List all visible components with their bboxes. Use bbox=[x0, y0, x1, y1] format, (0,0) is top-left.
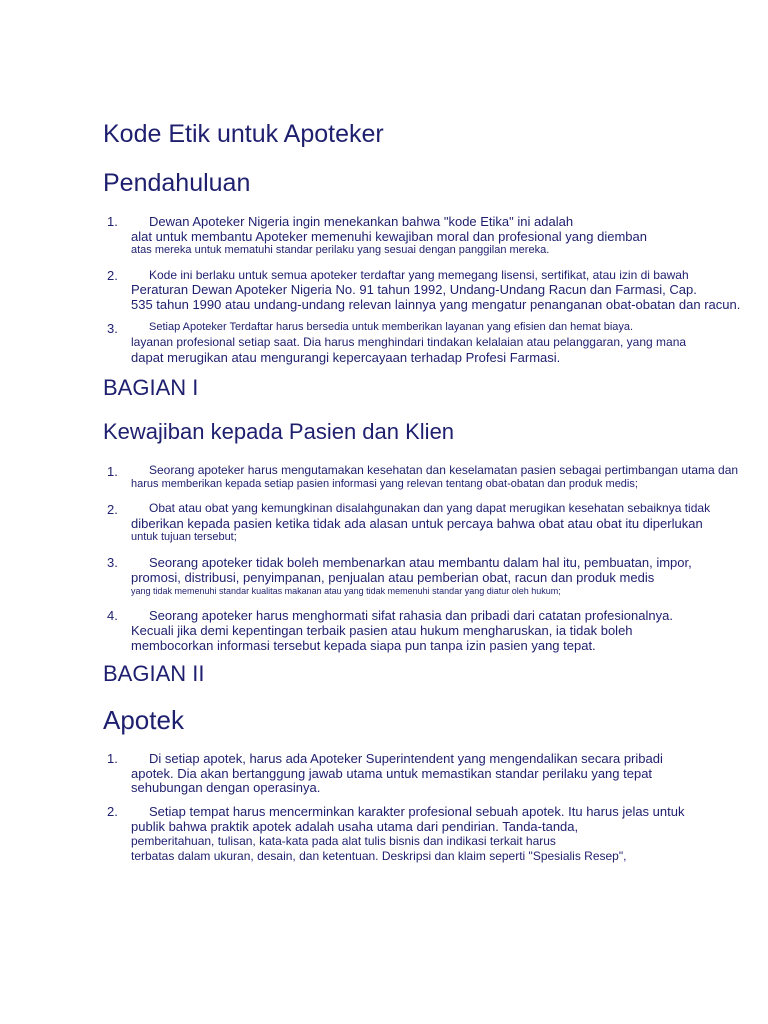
list-item-line: membocorkan informasi tersebut kepada siapa pun tanpa izin pasien yang tepat. bbox=[131, 638, 596, 653]
list-item-line: Peraturan Dewan Apoteker Nigeria No. 91 tahun 1992, Undang-Undang Racun dan Farmasi, Cap. bbox=[131, 282, 697, 297]
list-item-line: apotek. Dia akan bertanggung jawab utama untuk memastikan standar perilaku yang tepat bbox=[131, 766, 653, 781]
document-title: Kode Etik untuk Apoteker bbox=[103, 120, 384, 148]
list-item-line: Setiap Apoteker Terdaftar harus bersedia untuk memberikan layanan yang efisien dan hemat biaya. bbox=[149, 321, 634, 333]
list-item-line: promosi, distribusi, penyimpanan, penjualan atau pemberian obat, racun dan produk medis bbox=[131, 570, 655, 585]
list-item-line: atas mereka untuk mematuhi standar perilaku yang sesuai dengan panggilan mereka. bbox=[131, 244, 550, 256]
list-item-line: sehubungan dengan operasinya. bbox=[131, 780, 321, 795]
list-item-line: Kecuali jika demi kepentingan terbaik pasien atau hukum mengharuskan, ia tidak boleh bbox=[131, 623, 633, 638]
list-item-line: layanan profesional setiap saat. Dia harus menghindari tindakan kelalaian atau pelanggaran, yang mana bbox=[131, 335, 687, 349]
list-item-line: untuk tujuan tersebut; bbox=[131, 531, 237, 543]
list-item-line: diberikan kepada pasien ketika tidak ada alasan untuk percaya bahwa obat atau obat itu diperlukan bbox=[131, 516, 703, 531]
list-item-line: Obat atau obat yang kemungkinan disalahgunakan dan yang dapat merugikan kesehatan sebaiknya tidak bbox=[149, 501, 711, 515]
list-item-line: Seorang apoteker harus menghormati sifat rahasia dan pribadi dari catatan profesionalnya. bbox=[149, 608, 673, 623]
section-heading-part1: Kewajiban kepada Pasien dan Klien bbox=[103, 419, 455, 444]
part-label-1: BAGIAN I bbox=[103, 375, 199, 400]
list-number: 2. bbox=[107, 804, 118, 819]
section-heading-intro: Pendahuluan bbox=[103, 169, 251, 197]
list-item-line: 535 tahun 1990 atau undang-undang relevan lainnya yang mengatur penanganan obat-obatan dan racun. bbox=[131, 297, 741, 312]
list-item-line: Di setiap apotek, harus ada Apoteker Superintendent yang mengendalikan secara pribadi bbox=[149, 751, 663, 766]
list-number: 4. bbox=[107, 608, 118, 623]
list-number: 2. bbox=[107, 268, 118, 283]
list-number: 1. bbox=[107, 464, 118, 479]
list-number: 1. bbox=[107, 214, 118, 229]
list-item-line: pemberitahuan, tulisan, kata-kata pada alat tulis bisnis dan indikasi terkait harus bbox=[131, 834, 556, 848]
list-number: 1. bbox=[107, 751, 118, 766]
list-number: 3. bbox=[107, 555, 118, 570]
list-item-line: alat untuk membantu Apoteker memenuhi kewajiban moral dan profesional yang diemban bbox=[131, 229, 647, 244]
list-item-line: Seorang apoteker tidak boleh membenarkan atau membantu dalam hal itu, pembuatan, impor, bbox=[149, 555, 692, 570]
list-number: 3. bbox=[107, 321, 118, 336]
list-item-line: Kode ini berlaku untuk semua apoteker terdaftar yang memegang lisensi, sertifikat, atau izin di bawah bbox=[149, 268, 689, 282]
list-number: 2. bbox=[107, 502, 118, 517]
list-item-line: dapat merugikan atau mengurangi kepercayaan terhadap Profesi Farmasi. bbox=[131, 350, 561, 365]
list-item-line: Dewan Apoteker Nigeria ingin menekankan bahwa "kode Etika" ini adalah bbox=[149, 214, 574, 229]
list-item-line: terbatas dalam ukuran, desain, dan ketentuan. Deskripsi dan klaim seperti "Spesialis Resep", bbox=[131, 849, 627, 863]
list-item-line: harus memberikan kepada setiap pasien informasi yang relevan tentang obat-obatan dan produk medis; bbox=[131, 478, 638, 490]
list-item-line: publik bahwa praktik apotek adalah usaha utama dari pendirian. Tanda-tanda, bbox=[131, 819, 579, 834]
section-heading-part2: Apotek bbox=[103, 705, 184, 735]
list-item-line: Seorang apoteker harus mengutamakan kesehatan dan keselamatan pasien sebagai pertimbangan utama dan bbox=[149, 463, 739, 477]
list-item-line: yang tidak memenuhi standar kualitas makanan atau yang tidak memenuhi standar yang diatur oleh hukum; bbox=[131, 586, 561, 596]
part-label-2: BAGIAN II bbox=[103, 661, 205, 686]
list-item-line: Setiap tempat harus mencerminkan karakter profesional sebuah apotek. Itu harus jelas untuk bbox=[149, 804, 685, 819]
